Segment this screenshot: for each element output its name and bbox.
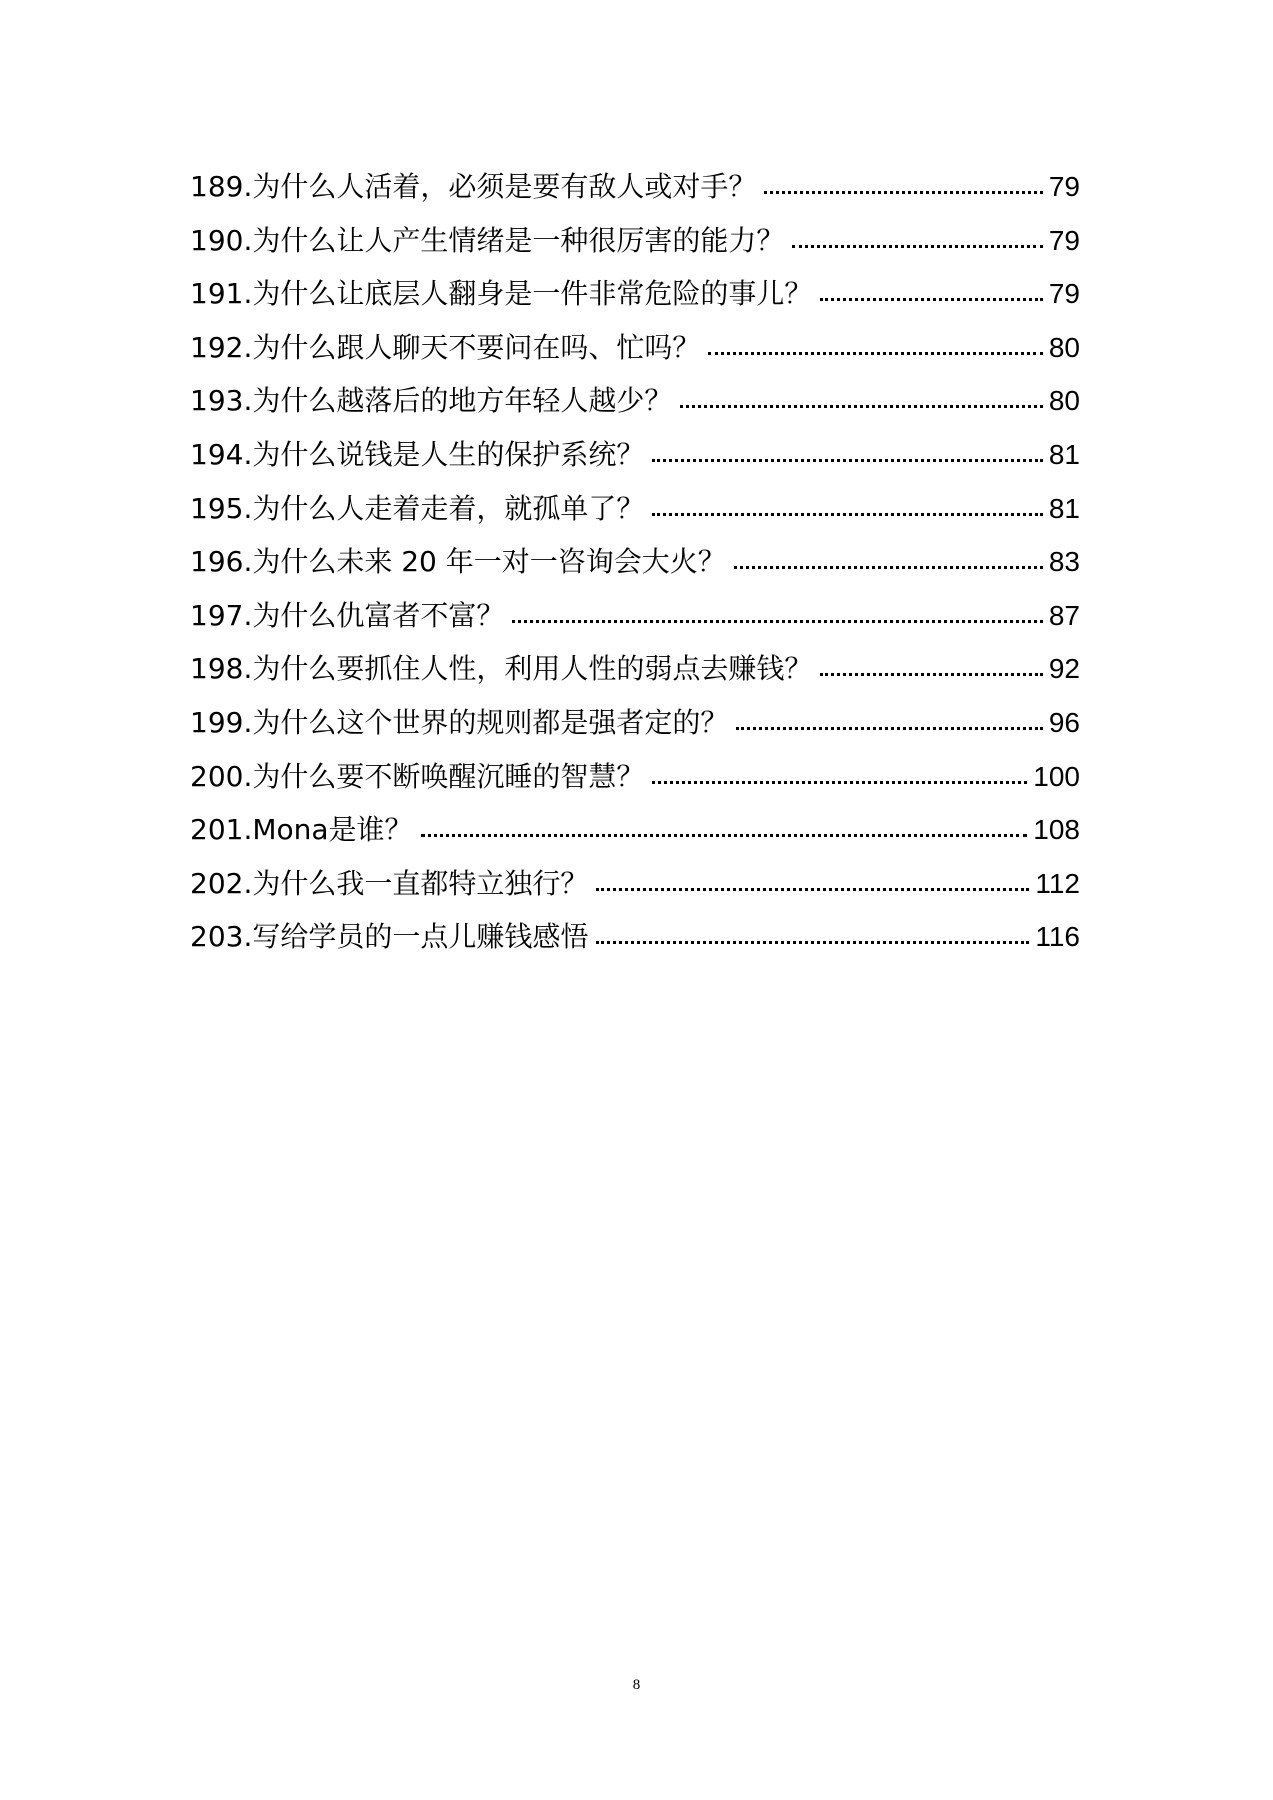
dot-leader — [792, 220, 1042, 250]
toc-entry-page: 92 — [1048, 653, 1080, 685]
toc-entry[interactable] — [190, 214, 1080, 268]
toc-entry[interactable] — [190, 910, 1080, 964]
toc-entry-page: 116 — [1035, 921, 1080, 953]
toc-entry-title: 192.为什么跟人聊天不要问在吗、忙吗？ — [190, 330, 701, 364]
toc-entry[interactable] — [190, 750, 1080, 804]
toc-entry-page: 80 — [1048, 331, 1080, 363]
toc-entry-title: 199.为什么这个世界的规则都是强者定的？ — [190, 705, 729, 739]
toc-entry[interactable] — [190, 642, 1080, 696]
toc-entry[interactable] — [190, 696, 1080, 750]
toc-entry-page: 80 — [1048, 385, 1080, 417]
toc-entry-page: 108 — [1033, 814, 1080, 846]
toc-entry-title: 200.为什么要不断唤醒沉睡的智慧？ — [190, 759, 645, 793]
toc-entry-title: 203.写给学员的一点儿赚钱感悟 — [190, 920, 589, 954]
dot-leader — [652, 488, 1042, 518]
toc-entry-page: 79 — [1048, 278, 1080, 310]
toc-entry[interactable] — [190, 374, 1080, 428]
toc-entry-page: 79 — [1048, 171, 1080, 202]
toc-entry-title: 194.为什么说钱是人生的保护系统？ — [190, 437, 645, 471]
toc-entry-page: 87 — [1048, 599, 1080, 631]
toc-entry-page: 112 — [1035, 867, 1080, 899]
dot-leader — [652, 434, 1042, 464]
dot-leader — [421, 809, 1028, 839]
toc-entry-page: 81 — [1048, 438, 1080, 470]
toc-entry[interactable] — [190, 589, 1080, 643]
toc-entry-title: 189.为什么人活着，必须是要有敌人或对手？ — [190, 170, 757, 203]
toc-entry-page: 83 — [1048, 546, 1080, 578]
dot-leader — [512, 595, 1042, 625]
toc-entry[interactable] — [190, 803, 1080, 857]
toc-entry-title: 198.为什么要抓住人性，利用人性的弱点去赚钱？ — [190, 652, 813, 686]
toc-entry-page: 79 — [1048, 224, 1080, 256]
toc-entry-title: 191.为什么让底层人翻身是一件非常危险的事儿？ — [190, 277, 813, 311]
toc-entry-title: 202.为什么我一直都特立独行？ — [190, 866, 589, 900]
toc-entry-title: 190.为什么让人产生情绪是一种很厉害的能力？ — [190, 223, 785, 257]
toc-entry-page: 81 — [1048, 492, 1080, 524]
dot-leader — [764, 166, 1042, 196]
dot-leader — [680, 380, 1042, 410]
toc-entry[interactable] — [190, 535, 1080, 589]
toc-entry-page: 100 — [1033, 760, 1080, 792]
toc-entry[interactable] — [190, 160, 1080, 214]
toc-entry-title: 193.为什么越落后的地方年轻人越少？ — [190, 384, 673, 418]
toc-entry-title: 195.为什么人走着走着，就孤单了？ — [190, 491, 645, 525]
dot-leader — [708, 327, 1042, 357]
toc-entry-page: 96 — [1048, 706, 1080, 738]
dot-leader — [820, 273, 1042, 303]
toc-entry[interactable] — [190, 267, 1080, 321]
toc-entry-title: 197.为什么仇富者不富？ — [190, 598, 505, 632]
dot-leader — [736, 702, 1042, 732]
toc-entry[interactable] — [190, 321, 1080, 375]
dot-leader — [820, 648, 1042, 678]
toc-entry[interactable] — [190, 428, 1080, 482]
toc-entry-title: 196.为什么未来 20 年一对一咨询会大火？ — [190, 545, 726, 579]
page-number: 8 — [632, 1677, 641, 1693]
toc-entry[interactable] — [190, 857, 1080, 911]
dot-leader — [596, 916, 1029, 946]
toc-entry[interactable] — [190, 482, 1080, 536]
dot-leader — [734, 541, 1043, 571]
table-of-contents — [190, 160, 1080, 964]
dot-leader — [596, 863, 1029, 893]
dot-leader — [652, 756, 1027, 786]
toc-entry-title: 201.Mona是谁？ — [190, 813, 413, 847]
